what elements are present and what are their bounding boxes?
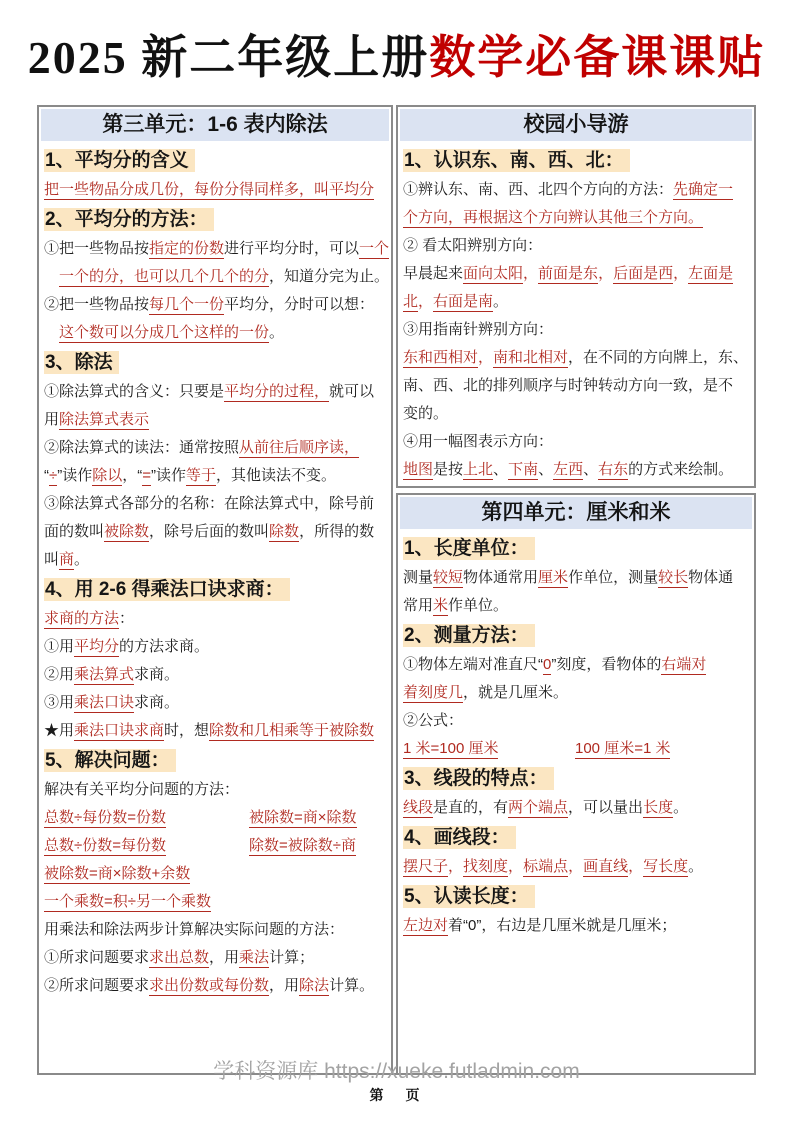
red-underlined-segment: 求商的方法 (44, 610, 120, 627)
text-line (44, 972, 387, 1000)
section-campus-guide (396, 105, 756, 488)
text-segment: ，用 (209, 949, 240, 966)
formula-row (44, 832, 387, 860)
red-underlined-segment: 乘法 (239, 949, 270, 966)
title-black-part: 2025 新二年级上册 (27, 32, 430, 83)
highlighted-heading-text: 3、线段的特点： (403, 767, 554, 790)
text-segment: “ (44, 467, 49, 484)
red-underlined-segment: 把一些物品分成几份，每份分得同样多，叫平均分 (44, 181, 375, 198)
text-segment: ，其他读法不变。 (216, 467, 337, 484)
red-underlined-segment: ， (598, 265, 614, 282)
text-line (403, 912, 750, 940)
highlighted-heading-text: 4、画线段： (403, 826, 516, 849)
red-underlined-segment: 右东 (598, 461, 629, 478)
red-underlined-segment: 1 米=100 厘米 (403, 740, 499, 757)
text-segment: 、 (493, 461, 509, 478)
text-line (403, 204, 750, 232)
red-underlined-segment: 先确定一 (673, 181, 734, 198)
highlighted-heading-text: 3、除法 (44, 351, 119, 374)
text-segment: 。 (74, 551, 90, 568)
text-line (44, 661, 387, 689)
red-underlined-segment: 每几个一份 (149, 296, 225, 313)
text-segment: 用 (44, 411, 60, 428)
red-underlined-segment: 除法算式表示 (59, 411, 150, 428)
text-segment: 面的数叫 (44, 523, 105, 540)
red-underlined-segment: ， (478, 349, 494, 366)
formula-right (249, 832, 356, 860)
red-underlined-segment: 平均分的过程， (224, 383, 330, 400)
text-segment: 进行平均分时，可以 (224, 240, 360, 257)
text-segment: ，除号后面的数叫 (149, 523, 270, 540)
text-segment: 的方式来绘制。 (628, 461, 734, 478)
red-underlined-segment: 线段 (403, 799, 434, 816)
text-line (403, 794, 750, 822)
red-underlined-segment: 一个乘数=积÷另一个乘数 (44, 893, 211, 910)
section-body (39, 143, 391, 1000)
red-underlined-segment: 被除数 (104, 523, 150, 540)
text-segment: 早晨起来 (403, 265, 464, 282)
text-line (44, 605, 387, 633)
red-underlined-segment: 地图 (403, 461, 434, 478)
text-segment: 。 (493, 293, 509, 310)
red-underlined-segment: 厘米 (538, 569, 569, 586)
highlighted-heading-text: 4、用 2-6 得乘法口诀求商： (44, 578, 290, 601)
red-underlined-segment: 总数÷份数=每份数 (44, 837, 166, 854)
red-underlined-segment: 左面是 (688, 265, 734, 282)
text-segment: ，用 (269, 977, 300, 994)
text-line (44, 888, 387, 916)
text-line (44, 776, 387, 804)
red-underlined-segment: 北 (403, 293, 419, 310)
red-underlined-segment: 米 (433, 597, 449, 614)
text-line (44, 378, 387, 406)
text-line (44, 689, 387, 717)
text-segment: 物体通 (688, 569, 734, 586)
red-underlined-segment: 面向太阳 (463, 265, 524, 282)
red-underlined-segment: 乘法口诀求商 (74, 722, 165, 739)
text-segment: 作单位，测量 (568, 569, 659, 586)
red-underlined-segment: 总数÷每份数=份数 (44, 809, 166, 826)
text-segment: ★用 (44, 722, 75, 739)
red-underlined-segment: 找刻度 (463, 858, 509, 875)
topic-heading (44, 574, 387, 605)
red-underlined-segment: 等于 (186, 467, 217, 484)
text-segment: 是按 (433, 461, 464, 478)
red-underlined-segment: ， (568, 858, 584, 875)
text-line (44, 406, 387, 434)
red-underlined-segment: 除数=被除数÷商 (249, 837, 356, 854)
formula-right (249, 804, 357, 832)
topic-heading (403, 822, 750, 853)
text-segment: ，知道分完为止。 (269, 268, 390, 285)
text-segment: 就可以 (329, 383, 375, 400)
formula-left (44, 832, 249, 860)
text-line (403, 651, 750, 679)
text-segment: ②公式： (403, 712, 464, 729)
red-underlined-segment: 被除数=商×除数+余数 (44, 865, 191, 882)
red-underlined-segment: 左边对 (403, 917, 449, 934)
text-line (44, 633, 387, 661)
text-segment: ，“ (122, 467, 143, 484)
red-underlined-segment: 除法 (299, 977, 330, 994)
text-line (403, 316, 750, 344)
highlighted-heading-text: 2、测量方法： (403, 624, 535, 647)
watermark-text: 学科资源库 https://xueke.futladmin.com (213, 1060, 580, 1083)
red-underlined-segment: 两个端点 (508, 799, 569, 816)
red-underlined-segment: ， (628, 858, 644, 875)
text-segment: 作单位。 (448, 597, 509, 614)
text-line (44, 235, 390, 263)
text-segment: ④用一幅图表示方向： (403, 433, 554, 450)
red-underlined-segment: 东和西相对 (403, 349, 479, 366)
text-segment: 解决有关平均分问题的方法： (44, 781, 240, 798)
text-segment: ②把一些物品按 (44, 296, 150, 313)
red-underlined-segment: 长度 (643, 799, 674, 816)
text-line (403, 679, 750, 707)
red-underlined-segment: 画直线 (583, 858, 629, 875)
red-underlined-segment: 乘法口诀 (74, 694, 135, 711)
text-line (403, 592, 750, 620)
section-body (398, 143, 754, 484)
text-segment: 的方法求商。 (119, 638, 210, 655)
text-line (44, 944, 387, 972)
text-segment: ，就是几厘米。 (463, 684, 569, 701)
formula-row (44, 804, 387, 832)
text-line (403, 428, 750, 456)
text-line (403, 853, 750, 881)
red-underlined-segment: ， (508, 858, 524, 875)
text-line (44, 434, 387, 462)
text-segment: ② 看太阳辨别方向： (403, 237, 543, 254)
section-unit4-cm-and-m (396, 493, 756, 1075)
text-segment: 。 (688, 858, 704, 875)
text-segment: ①除法算式的含义：只要是 (44, 383, 225, 400)
text-segment: ①辨认东、南、西、北四个方向的方法： (403, 181, 674, 198)
text-line (403, 456, 750, 484)
red-underlined-segment: 较长 (658, 569, 689, 586)
red-underlined-segment: ， (448, 858, 464, 875)
formula-left (403, 735, 575, 763)
text-segment: ②用 (44, 666, 75, 683)
formula-right (575, 735, 670, 763)
text-segment: ，所得的数 (299, 523, 375, 540)
text-segment: 是直的，有 (433, 799, 509, 816)
content-columns (37, 105, 756, 1075)
text-segment: 南、西、北的排列顺序与时钟转动方向一致，是不 (403, 377, 734, 394)
red-underlined-segment: 写长度 (643, 858, 689, 875)
red-underlined-segment: ， (523, 265, 539, 282)
text-line (44, 860, 387, 888)
formula-row (403, 735, 750, 763)
red-underlined-segment: 指定的份数 (149, 240, 225, 257)
text-segment: 求商。 (134, 666, 180, 683)
text-line (403, 232, 750, 260)
red-underlined-segment: 后面是西 (613, 265, 674, 282)
red-underlined-segment: 平均分 (74, 638, 120, 655)
topic-heading (403, 881, 750, 912)
highlighted-heading-text: 5、认读长度： (403, 885, 535, 908)
text-segment: ，可以量出 (568, 799, 644, 816)
topic-heading (44, 347, 387, 378)
red-underlined-segment: ÷ (49, 467, 58, 484)
page-title (0, 28, 793, 88)
text-line (44, 916, 387, 944)
text-segment: 着“0”，右边是几厘米就是几厘米； (448, 917, 677, 934)
text-line (44, 263, 390, 291)
text-segment: ③除法算式各部分的名称：在除法算式中，除号前 (44, 495, 375, 512)
text-segment: ”读作 (57, 467, 93, 484)
red-underlined-segment: 南和北相对 (493, 349, 569, 366)
text-segment: ，在不同的方向牌上，东、 (568, 349, 749, 366)
section-header: 第四单元：厘米和米 (400, 497, 752, 529)
red-underlined-segment: ， (673, 265, 689, 282)
red-underlined-segment: 从前往后顺序读， (239, 439, 360, 456)
text-segment: ”读作 (151, 467, 187, 484)
text-line (44, 717, 387, 745)
text-line (403, 260, 750, 288)
red-underlined-segment: 商 (59, 551, 75, 568)
highlighted-heading-text: 1、长度单位： (403, 537, 535, 560)
highlighted-heading-text: 1、认识东、南、西、北： (403, 149, 630, 172)
topic-heading (44, 204, 387, 235)
text-line (44, 291, 387, 319)
text-segment: ③用 (44, 694, 75, 711)
text-segment: ①所求问题要求 (44, 949, 150, 966)
red-underlined-segment: 除以 (92, 467, 123, 484)
text-segment: 。 (673, 799, 689, 816)
red-underlined-segment: 被除数=商×除数 (249, 809, 357, 826)
text-segment: 、 (538, 461, 554, 478)
title-red-part: 数学必备课课贴 (429, 32, 766, 83)
section-header: 第三单元：1-6 表内除法 (41, 109, 389, 141)
section-body (398, 531, 754, 940)
red-underlined-segment: 前面是东 (538, 265, 599, 282)
topic-heading (403, 763, 750, 794)
text-line (403, 176, 750, 204)
text-segment: ①用 (44, 638, 75, 655)
text-segment: ②除法算式的读法：通常按照 (44, 439, 240, 456)
highlighted-heading-text: 1、平均分的含义 (44, 149, 195, 172)
red-underlined-segment: 摆尺子 (403, 858, 449, 875)
text-segment: 时，想 (164, 722, 210, 739)
text-segment: 用乘法和除法两步计算解决实际问题的方法： (44, 921, 345, 938)
right-column (396, 105, 756, 1075)
highlighted-heading-text: 2、平均分的方法： (44, 208, 214, 231)
red-underlined-segment: ， (418, 293, 434, 310)
red-underlined-segment: 个方向，再根据这个方向辨认其他三个方向。 (403, 209, 704, 226)
text-line (403, 372, 750, 400)
text-segment: 。 (269, 324, 285, 341)
text-segment: 物体通常用 (463, 569, 539, 586)
red-underlined-segment: 较短 (433, 569, 464, 586)
red-underlined-segment: 0 (543, 656, 552, 673)
text-segment: ②所求问题要求 (44, 977, 150, 994)
red-underlined-segment: 除数和几相乘等于被除数 (209, 722, 375, 739)
red-underlined-segment: 左西 (553, 461, 584, 478)
text-segment: 叫 (44, 551, 60, 568)
red-underlined-segment: 求出总数 (149, 949, 210, 966)
text-segment: ： (119, 610, 135, 627)
red-underlined-segment: 乘法算式 (74, 666, 135, 683)
text-line (403, 288, 750, 316)
red-underlined-segment: 这个数可以分成几个这样的一份 (59, 324, 270, 341)
text-segment: 、 (583, 461, 599, 478)
text-line (44, 176, 387, 204)
text-segment: ①把一些物品按 (44, 240, 150, 257)
red-underlined-segment: 上北 (463, 461, 494, 478)
red-underlined-segment: 下南 (508, 461, 539, 478)
red-underlined-segment: 一个 (359, 240, 390, 257)
text-line (44, 518, 387, 546)
text-line (44, 319, 387, 347)
text-line (44, 546, 387, 574)
section-unit3-table-division (37, 105, 393, 1075)
text-segment: 求商。 (134, 694, 180, 711)
text-line (44, 490, 387, 518)
topic-heading (403, 145, 750, 176)
text-segment: 变的。 (403, 405, 449, 422)
text-segment: 测量 (403, 569, 434, 586)
red-underlined-segment: 100 厘米=1 米 (575, 740, 671, 757)
topic-heading (403, 620, 750, 651)
red-underlined-segment: 标端点 (523, 858, 569, 875)
topic-heading (403, 533, 750, 564)
page-number-label: 第 页 (369, 1087, 424, 1103)
text-line (403, 707, 750, 735)
text-line (403, 564, 750, 592)
text-line (44, 462, 387, 490)
text-segment: 计算； (269, 949, 315, 966)
text-segment: ①物体左端对准直尺“ (403, 656, 543, 673)
text-line (403, 400, 750, 428)
text-segment: 计算。 (329, 977, 375, 994)
red-underlined-segment: 一个的分，也可以几个几个的分 (59, 268, 270, 285)
section-header: 校园小导游 (400, 109, 752, 141)
red-underlined-segment: = (142, 467, 152, 484)
red-underlined-segment: 着刻度几 (403, 684, 464, 701)
text-segment: 常用 (403, 597, 434, 614)
text-segment: ③用指南针辨别方向： (403, 321, 554, 338)
text-segment: ”刻度，看物体的 (551, 656, 662, 673)
formula-left (44, 804, 249, 832)
red-underlined-segment: 右面是南 (433, 293, 494, 310)
topic-heading (44, 145, 387, 176)
red-underlined-segment: 右端对 (661, 656, 707, 673)
topic-heading (44, 745, 387, 776)
text-segment: 平均分，分时可以想： (224, 296, 375, 313)
text-line (403, 344, 750, 372)
highlighted-heading-text: 5、解决问题： (44, 749, 176, 772)
red-underlined-segment: 除数 (269, 523, 300, 540)
red-underlined-segment: 求出份数或每份数 (149, 977, 270, 994)
